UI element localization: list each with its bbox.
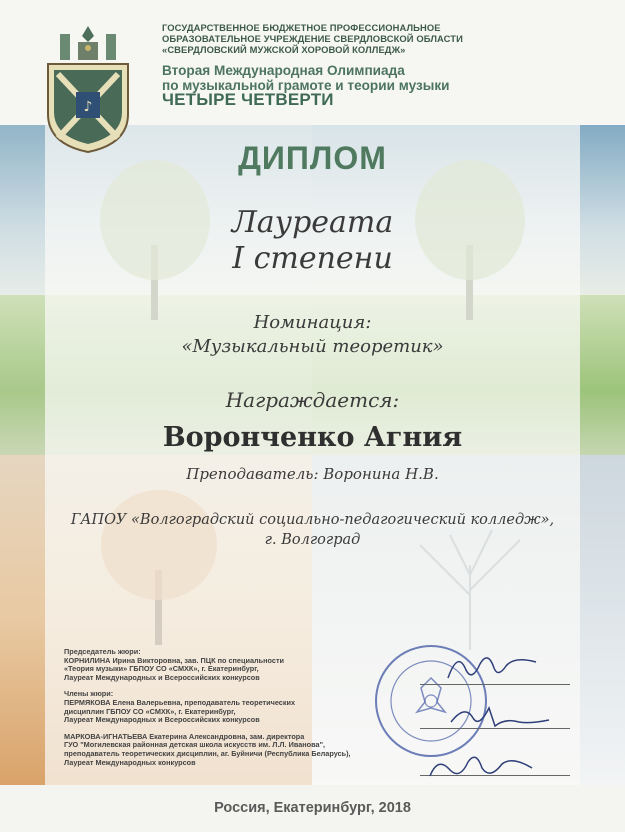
org-line: ГОСУДАРСТВЕННОЕ БЮДЖЕТНОЕ ПРОФЕССИОНАЛЬНОЕ <box>162 22 441 33</box>
jury-chair <box>64 648 424 682</box>
jury-member2 <box>64 733 424 767</box>
college-crest-icon <box>40 20 136 156</box>
svg-text:♪: ♪ <box>83 99 93 115</box>
jury-line: Председатель жюри: <box>64 647 141 656</box>
degree <box>0 205 625 277</box>
jury-line: преподаватель теоретических дисциплин, аг. Буйничи (Республика Беларусь), <box>64 748 351 758</box>
olympiad-name: ЧЕТЫРЕ ЧЕТВЕРТИ <box>162 90 334 109</box>
signature-chair-icon <box>440 648 550 688</box>
jury-line: ПЕРМЯКОВА Елена Валерьевна, преподаватель теоретических <box>64 697 296 707</box>
school-line2: г. Волгоград <box>264 532 361 548</box>
olympiad-title <box>162 64 450 108</box>
jury-line: Лауреат Международных и Всероссийских конкурсов <box>64 715 260 725</box>
place-year: Россия, Екатеринбург, 2018 <box>214 800 411 816</box>
jury-line: Члены жюри: <box>64 689 114 699</box>
jury-line: ГУО "Могилевская районная детская школа искусств им. Л.Л. Иванова", <box>64 740 326 750</box>
signature-member2-icon <box>420 750 540 786</box>
jury-line: Лауреат Международных конкурсов <box>64 757 196 767</box>
jury-list <box>64 648 424 775</box>
degree-line2: I степени <box>232 241 393 276</box>
jury-line: Лауреат Международных и Всероссийских конкурсов <box>64 672 260 682</box>
school-info <box>0 510 625 550</box>
jury-line: «Теория музыки» ГБПОУ СО «СМХК», г. Екатеринбург, <box>64 664 259 674</box>
awarded-label: Награждается: <box>225 388 400 412</box>
signature-member1-icon <box>445 700 555 736</box>
recipient-name: Воронченко Агния <box>162 422 463 453</box>
org-line: ОБРАЗОВАТЕЛЬНОЕ УЧРЕЖДЕНИЕ СВЕРДЛОВСКОЙ ОБЛАСТИ <box>162 33 463 44</box>
olympiad-line: по музыкальной грамоте и теории музыки <box>162 77 450 93</box>
organization-name <box>162 22 463 55</box>
olympiad-line: Вторая Международная Олимпиада <box>162 63 405 78</box>
nomination-value: «Музыкальный теоретик» <box>181 336 444 357</box>
jury-line: дисциплин ГБПОУ СО «СМХК», г. Екатеринбург, <box>64 706 236 716</box>
diploma-title: ДИПЛОМ <box>238 140 387 176</box>
jury-line: МАРКОВА-ИГНАТЬЕВА Екатерина Александровна, зам. директора <box>64 731 305 741</box>
degree-line1: Лауреата <box>231 205 394 240</box>
jury-line: КОРНИЛИНА Ирина Викторовна, зав. ПЦК по специальности <box>64 655 285 665</box>
school-line1: ГАПОУ «Волгоградский социально-педагогический колледж», <box>70 512 555 528</box>
org-line: «СВЕРДЛОВСКИЙ МУЖСКОЙ ХОРОВОЙ КОЛЛЕДЖ» <box>162 44 406 55</box>
jury-members <box>64 690 424 724</box>
nomination-label: Номинация: <box>253 312 372 333</box>
teacher-line: Преподаватель: Воронина Н.В. <box>186 465 439 483</box>
